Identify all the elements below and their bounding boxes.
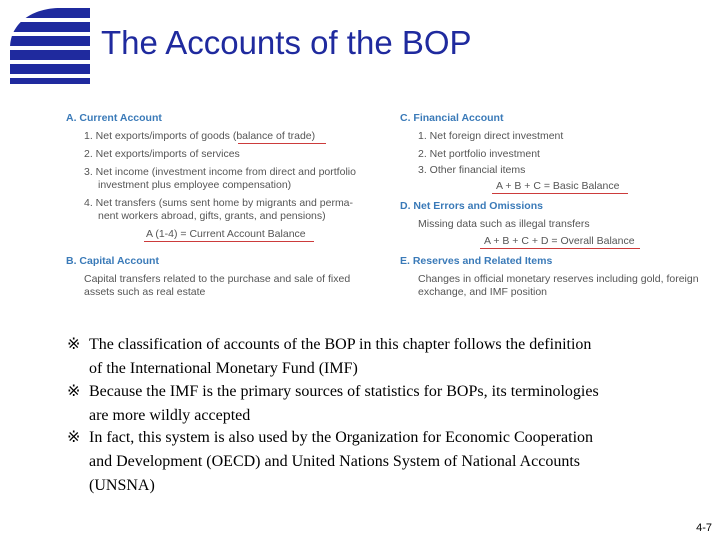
- reserves-line: Changes in official monetary reserves including gold, foreign: [418, 273, 699, 285]
- note-line: The classification of accounts of the BOP in this chapter follows the definition: [89, 336, 592, 353]
- errors-heading: D. Net Errors and Omissions: [400, 200, 543, 212]
- current-account-heading: A. Current Account: [66, 112, 162, 124]
- financial-account-item: 2. Net portfolio investment: [418, 148, 540, 160]
- capital-account-heading: B. Capital Account: [66, 255, 159, 267]
- underline: [144, 241, 314, 242]
- note-line: Because the IMF is the primary sources of statistics for BOPs, its terminologies: [89, 383, 599, 400]
- current-account-item: 1. Net exports/imports of goods (balance of trade): [84, 130, 316, 142]
- note-line: of the International Monetary Fund (IMF): [89, 360, 358, 377]
- note-line: (UNSNA): [89, 477, 155, 494]
- note-3: [67, 426, 593, 498]
- note-mark: ※: [67, 429, 81, 446]
- underline: [238, 143, 326, 144]
- reserves-line: exchange, and IMF position: [418, 286, 547, 298]
- note-1: [67, 333, 591, 381]
- current-account-balance: A (1-4) = Current Account Balance: [146, 228, 306, 240]
- note-mark: ※: [67, 336, 81, 353]
- capital-account-line: assets such as real estate: [84, 286, 206, 298]
- current-account-item: investment plus employee compensation): [98, 179, 292, 191]
- reserves-heading: E. Reserves and Related Items: [400, 255, 553, 267]
- underline: [492, 193, 628, 194]
- current-account-item: 2. Net exports/imports of services: [84, 148, 240, 160]
- errors-line: Missing data such as illegal transfers: [418, 218, 590, 230]
- note-line: and Development (OECD) and United Nations System of National Accounts: [89, 453, 581, 470]
- overall-balance: A + B + C + D = Overall Balance: [484, 235, 635, 247]
- current-account-item: 4. Net transfers (sums sent home by migrants and perma-: [84, 197, 354, 209]
- note-line: are more wildly accepted: [89, 407, 251, 424]
- financial-account-item: 3. Other financial items: [418, 164, 526, 176]
- basic-balance: A + B + C = Basic Balance: [496, 180, 620, 192]
- note-mark: ※: [67, 383, 81, 400]
- underline: [480, 248, 640, 249]
- capital-account-line: Capital transfers related to the purchase and sale of fixed: [84, 273, 351, 285]
- financial-account-heading: C. Financial Account: [400, 112, 504, 124]
- note-line: In fact, this system is also used by the Organization for Economic Cooperation: [89, 429, 594, 446]
- current-account-item: 3. Net income (investment income from direct and portfolio: [84, 166, 356, 178]
- page-title: The Accounts of the BOP: [101, 24, 472, 61]
- current-account-item: nent workers abroad, gifts, grants, and pensions): [98, 210, 326, 222]
- financial-account-item: 1. Net foreign direct investment: [418, 130, 564, 142]
- page-number: 4-7: [696, 522, 712, 534]
- note-2: [67, 380, 599, 428]
